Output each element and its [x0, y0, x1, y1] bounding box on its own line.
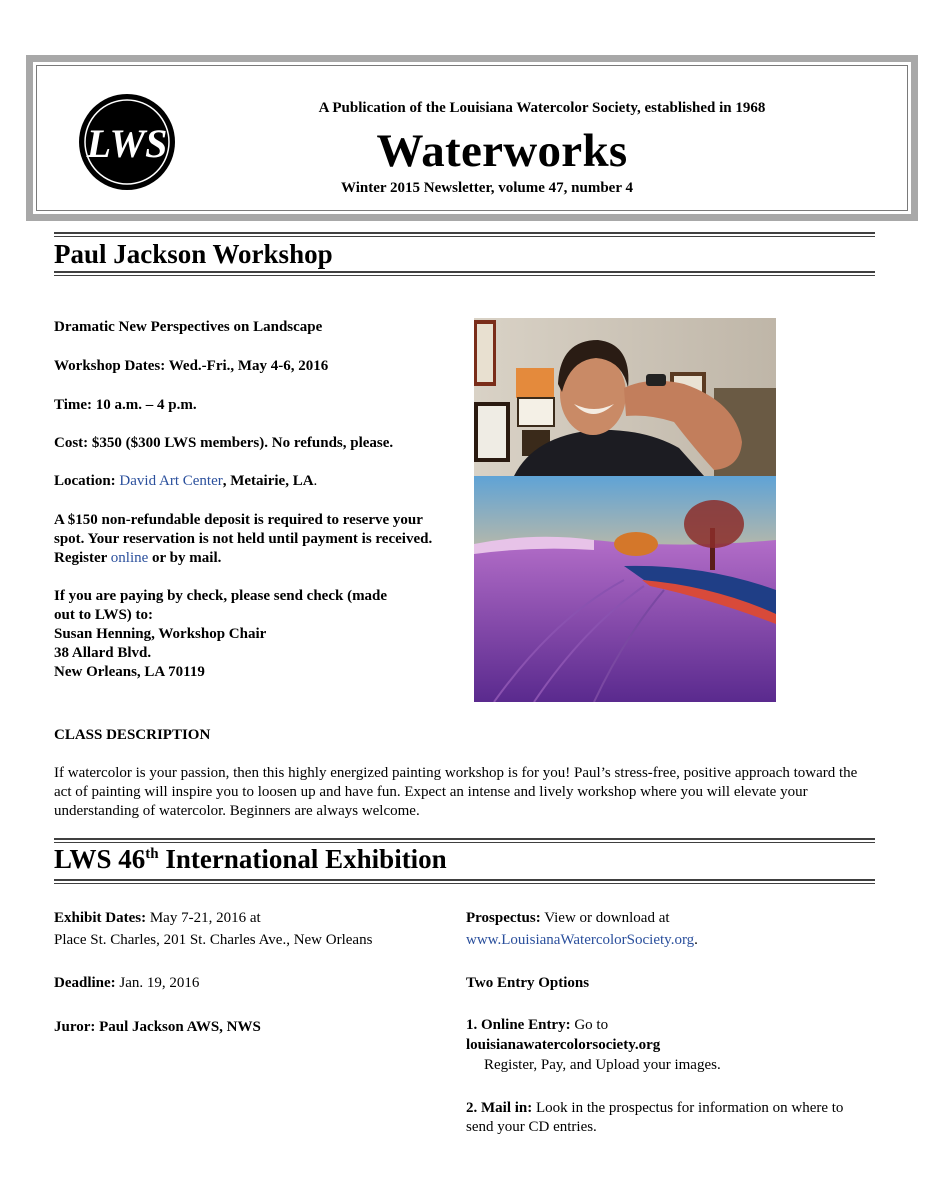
deadline — [54, 974, 199, 993]
online-entry-label: 1. Online Entry: — [466, 1017, 571, 1033]
masthead — [26, 55, 918, 221]
check-street: 38 Allard Blvd. — [54, 645, 152, 661]
class-description-text: If watercolor is your passion, then this highly energized painting workshop is for you! Paul’s stress-free, positive approach toward the act of painting will inspire you to loosen up and have fun. Expect an intense and lively workshop where you will elevate your understanding of watercolor. Beginners are always welcome. — [54, 765, 858, 819]
check-city: New Orleans, LA 70119 — [54, 664, 205, 680]
deadline-label: Deadline: — [54, 975, 116, 991]
section-rule-top — [54, 232, 875, 237]
david-art-center-link[interactable]: David Art Center — [119, 473, 223, 489]
prospectus-link-line — [466, 931, 698, 950]
exhibition-rule-bottom — [54, 879, 875, 884]
exhibition-heading — [54, 844, 447, 875]
exhibition-heading-suffix: International Exhibition — [158, 844, 447, 874]
check-line-2: out to LWS) to: — [54, 607, 154, 623]
check-line-1: If you are paying by check, please send check (made — [54, 588, 388, 604]
exhibition-heading-sup: th — [145, 846, 159, 862]
workshop-subtitle: Dramatic New Perspectives on Landscape — [54, 319, 323, 335]
section-rule-bottom — [54, 271, 875, 276]
prospectus-website-link[interactable]: www.LouisianaWatercolorSociety.org — [466, 932, 695, 948]
exhibit-dates-value: May 7-21, 2016 at — [146, 910, 261, 926]
entry-options-heading: Two Entry Options — [466, 975, 590, 991]
exhibit-dates-label: Exhibit Dates: — [54, 910, 147, 926]
location-period: . — [313, 473, 318, 489]
prospectus-label: Prospectus: — [466, 910, 541, 926]
deposit-end: or by mail. — [148, 550, 222, 566]
online-entry-value: Go to — [570, 1017, 609, 1033]
online-entry-site: louisianawatercolorsociety.org — [466, 1037, 661, 1053]
publication-line: A Publication of the Louisiana Watercolor Society, established in 1968 — [318, 100, 766, 116]
deposit-paragraph — [54, 511, 446, 568]
workshop-heading: Paul Jackson Workshop — [54, 239, 333, 269]
exhibition-rule-top — [54, 838, 875, 843]
mail-entry — [466, 1099, 866, 1137]
prospectus — [466, 909, 670, 928]
register-online-link[interactable]: online — [110, 550, 149, 566]
class-description-heading: CLASS DESCRIPTION — [54, 727, 211, 743]
check-name: Susan Henning, Workshop Chair — [54, 626, 267, 642]
prospectus-period: . — [694, 932, 698, 948]
prospectus-value: View or download at — [540, 910, 670, 926]
logo-text: LWS — [86, 121, 168, 166]
deadline-value: Jan. 19, 2016 — [115, 975, 200, 991]
workshop-cost: Cost: $350 ($300 LWS members). No refunds, please. — [54, 435, 394, 451]
workshop-time: Time: 10 a.m. – 4 p.m. — [54, 397, 197, 413]
exhibition-heading-prefix: LWS 46 — [54, 844, 146, 874]
issue-line: Winter 2015 Newsletter, volume 47, number 4 — [341, 180, 633, 196]
workshop-location — [54, 472, 317, 491]
juror: Juror: Paul Jackson AWS, NWS — [54, 1019, 261, 1035]
exhibit-dates — [54, 909, 261, 928]
exhibit-place: Place St. Charles, 201 St. Charles Ave., New Orleans — [54, 932, 373, 948]
mail-entry-value: Look in the prospectus for information on where to send your CD entries. — [466, 1100, 844, 1135]
workshop-dates: Workshop Dates: Wed.-Fri., May 4-6, 2016 — [54, 358, 329, 374]
location-rest: , Metairie, LA — [222, 473, 314, 489]
artist-photo-and-painting — [474, 318, 776, 702]
mail-entry-label: 2. Mail in: — [466, 1100, 533, 1116]
location-label: Location: — [54, 473, 120, 489]
online-entry — [466, 1016, 608, 1035]
newsletter-title: Waterworks — [376, 125, 628, 177]
online-entry-steps: Register, Pay, and Upload your images. — [484, 1057, 721, 1073]
deposit-text: A $150 non-refundable deposit is required to reserve your spot. Your reservation is not held until payment is received. Register — [54, 512, 433, 566]
